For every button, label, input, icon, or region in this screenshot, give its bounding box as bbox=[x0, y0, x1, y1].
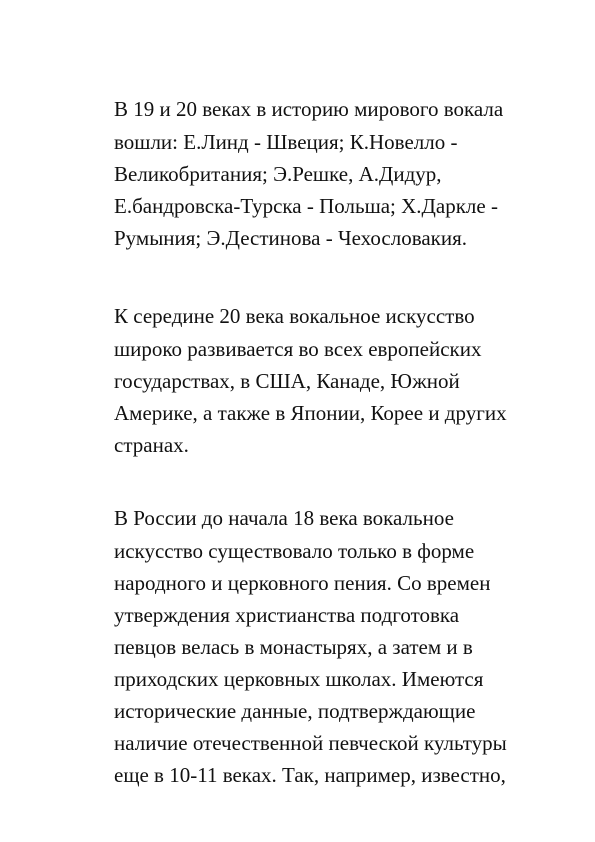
text-line: Великобритания; Э.Решке, А.Дидур, bbox=[114, 162, 442, 186]
text-line: утверждения христианства подготовка bbox=[114, 603, 460, 627]
text-line: вошли: Е.Линд - Швеция; К.Новелло - bbox=[114, 130, 458, 154]
text-line: В 19 и 20 веках в историю мирового вокала bbox=[114, 97, 504, 121]
text-line: исторические данные, подтверждающие bbox=[114, 699, 476, 723]
text-line: приходских церковных школах. Имеются bbox=[114, 667, 484, 691]
text-line: Е.бандровска-Турска - Польша; Х.Даркле - bbox=[114, 194, 498, 218]
text-line: государствах, в США, Канаде, Южной bbox=[114, 369, 460, 393]
text-line: наличие отечественной певческой культуры bbox=[114, 731, 507, 755]
text-line: широко развивается во всех европейских bbox=[114, 337, 482, 361]
text-line: В России до начала 18 века вокальное bbox=[114, 506, 454, 530]
text-line: искусство существовало только в форме bbox=[114, 539, 475, 563]
text-line: народного и церковного пения. Со времен bbox=[114, 571, 491, 595]
text-line: еще в 10-11 веках. Так, например, известно, bbox=[114, 763, 506, 787]
text-line: Румыния; Э.Дестинова - Чехословакия. bbox=[114, 226, 468, 250]
text-line: странах. bbox=[114, 433, 189, 457]
text-line: Америке, а также в Японии, Корее и других bbox=[114, 401, 507, 425]
text-line: певцов велась в монастырях, а затем и в bbox=[114, 635, 473, 659]
text-line: К середине 20 века вокальное искусство bbox=[114, 304, 475, 328]
